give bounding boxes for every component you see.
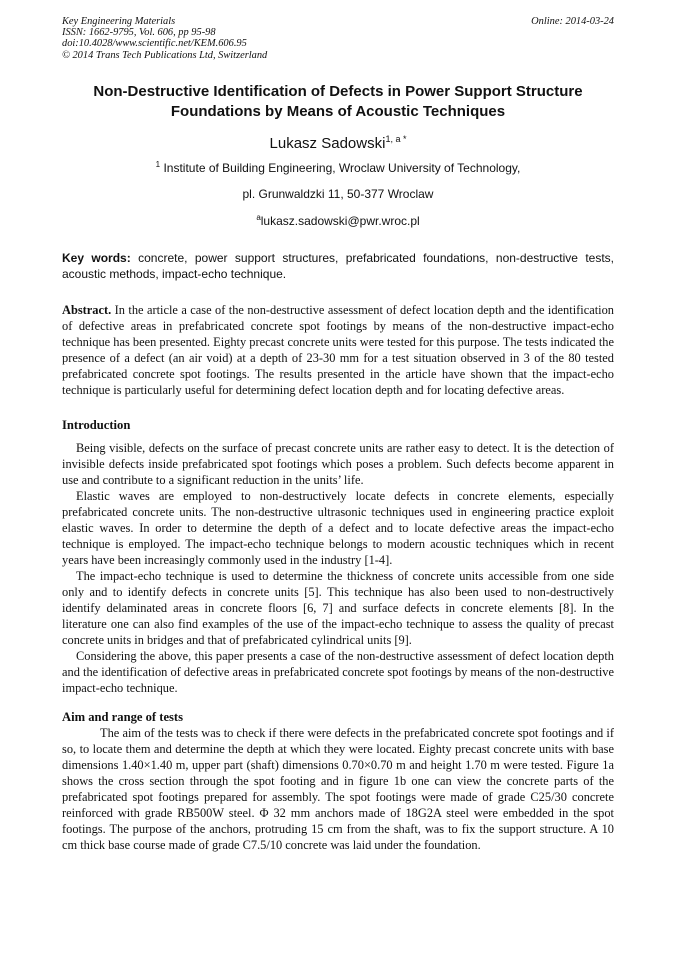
abstract-label: Abstract.	[62, 302, 112, 317]
affiliation-address: pl. Grunwaldzki 11, 50-377 Wroclaw	[242, 186, 434, 201]
paper-page	[62, 16, 614, 853]
aim-section	[62, 710, 614, 853]
journal-name: Key Engineering Materials	[62, 16, 176, 27]
journal-issn: ISSN: 1662-9795, Vol. 606, pp 95-98	[62, 27, 216, 39]
affiliation-institute: Institute of Building Engineering, Wroclaw University of Technology,	[163, 160, 521, 175]
abstract	[62, 302, 614, 398]
email-superscript: a	[256, 212, 261, 222]
abstract-text: In the article a case of the non-destructive assessment of defect location depth and the identification of defective areas in prefabricated concrete spot footings by means of the non-destructive impact-echo technique has been presented. Eighty precast concrete units were tested for this purpose. The tests indicated the presence of a defect (an air void) at a depth of 23-30 mm for a test situation observed in 3 of the 80 tested prefabricated concrete spot footings. The results presented in the article have shown that the impact-echo technique is particularly useful for determining defect location depth and for locating defective areas.	[62, 302, 614, 397]
affiliation-email-line	[62, 211, 614, 228]
journal-header	[62, 16, 614, 61]
online-date: Online: 2014-03-24	[531, 16, 614, 27]
author-line	[62, 134, 614, 152]
keywords-label: Key words:	[62, 250, 131, 265]
author-email[interactable]: lukasz.sadowski@pwr.wroc.pl	[260, 213, 420, 228]
introduction-section	[62, 418, 614, 696]
intro-paragraph: Being visible, defects on the surface of precast concrete units are rather easy to detect. It is the detection of invisible defects inside prefabricated spot footings which poses a problem. Such defects become apparent in use and contribute to a significant reduction in the units’ life.	[62, 440, 614, 487]
aim-heading: Aim and range of tests	[62, 709, 184, 724]
author-name: Lukasz Sadowski	[269, 134, 386, 152]
intro-paragraph: The impact-echo technique is used to determine the thickness of concrete units accessible from one side only and to identify defects in concrete units [5]. This technique has also been used to non-destructively identify delaminated areas in concrete floors [6, 7] and surface defects in concrete elements [8]. In the literature one can also find examples of the use of the impact-echo technique to assess the quality of precast concrete units in bridges and that of prefabricated cylindrical units [9].	[62, 568, 614, 647]
keywords	[62, 250, 614, 282]
author-superscript: 1, a *	[385, 133, 407, 144]
intro-paragraph: Elastic waves are employed to non-destructively locate defects in concrete elements, especially prefabricated concrete units. The non-destructive ultrasonic techniques used in engineering practice exploit elastic waves. In order to determine the depth of a defect and to locate defective areas the impact-echo technique is employed. The impact-echo technique belongs to modern acoustic techniques which in recent years have been increasingly commonly used in the industry [1-4].	[62, 488, 614, 567]
introduction-heading: Introduction	[62, 417, 131, 432]
paper-title: Non-Destructive Identification of Defects in Power Support Structure Foundations by Means of Acoustic Techniques	[93, 82, 583, 120]
affiliation-line-1	[62, 158, 614, 175]
journal-info	[62, 16, 267, 61]
intro-paragraph: Considering the above, this paper presents a case of the non-destructive assessment of defect location depth and the identification of defective areas in prefabricated concrete spot footings by means of the non-destructive impact-echo technique.	[62, 648, 614, 695]
journal-doi: doi:10.4028/www.scientific.net/KEM.606.95	[62, 38, 247, 50]
affiliation-superscript: 1	[155, 159, 161, 169]
journal-copyright: © 2014 Trans Tech Publications Ltd, Switzerland	[62, 49, 268, 61]
aim-paragraph: The aim of the tests was to check if there were defects in the prefabricated concrete spot footings and if so, to locate them and determine the depth at which they were located. Eighty precast concrete units with base dimensions 1.40×1.40 m, upper part (shaft) dimensions 0.70×0.70 m and height 1.70 m were tested. Figure 1a shows the cross section through the spot footing and in figure 1b one can view the concrete parts of the prefabricated spot footings prepared for assembly. The spot footings were made of grade C25/30 concrete reinforced with grade RB500W steel. Φ 32 mm anchors made of 18G2A steel were embedded in the spot footings. The purpose of the anchors, protruding 15 cm from the shaft, was to fix the support structure. A 10 cm thick base course made of grade C7.5/10 concrete was laid under the foundation.	[62, 725, 614, 852]
keywords-text: concrete, power support structures, prefabricated foundations, non-destructive tests, acoustic methods, impact-echo technique.	[62, 250, 614, 281]
